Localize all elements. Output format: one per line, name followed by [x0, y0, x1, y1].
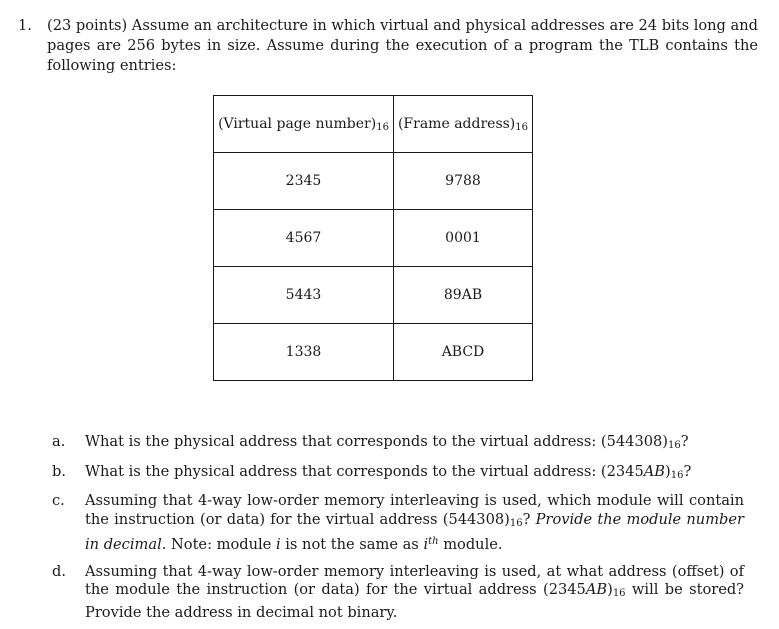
- problem-number: 1.: [18, 17, 32, 34]
- header-frame-address: (Frame $address)_{16}$: [394, 96, 533, 153]
- question-b: b. What is the physical address that corresponds to the virtual address: $(2345AB)_{16}$?: [52, 462, 692, 481]
- question-letter: b.: [52, 462, 66, 480]
- table-cell: 1338: [214, 324, 394, 381]
- question-c: c. Assuming that 4-way low-order memory interleaving is used, which module will contain the instruction (or data) for the virtual address $(544308)_{16}$? Provide the module number in decimal. Note: module i is not the same as $i^{th}$ module.: [52, 492, 744, 553]
- question-d: d. Assuming that 4-way low-order memory interleaving is used, at what address (offset) of the module the instruction (or data) for the virtual address $(2345AB)_{16}$ will be stored? Provide the address in decimal not binary.: [52, 562, 745, 621]
- problem-text: (23 points) Assume an architecture in which virtual and physical addresses are 24 bits long and pages are 256 bytes in size. Assume during the execution of a program the TLB contains the following entries:: [47, 17, 758, 74]
- table-cell: 4567: [214, 210, 394, 267]
- question-letter: a.: [52, 433, 66, 450]
- table-cell: 5443: [214, 267, 394, 324]
- table-row: [214, 210, 533, 267]
- table-cell: ABCD: [394, 324, 533, 381]
- header-virtual-page-number: (Virtual page $number)_{16}$: [214, 96, 394, 153]
- problem-statement: [18, 16, 758, 76]
- question-a: a. What is the physical address that corresponds to the virtual address: $(544308)_{16}$?: [52, 433, 689, 451]
- table-cell: 0001: [394, 210, 533, 267]
- question-letter: d.: [52, 562, 66, 580]
- question-list: [52, 433, 744, 629]
- table-row: [214, 324, 533, 381]
- tlb-table: [213, 95, 533, 381]
- table-row: [214, 153, 533, 210]
- table-row: [214, 267, 533, 324]
- table-cell: 2345: [214, 153, 394, 210]
- table-cell: 9788: [394, 153, 533, 210]
- table-cell: 89AB: [394, 267, 533, 324]
- tlb-header-row: [214, 96, 533, 153]
- question-letter: c.: [52, 492, 65, 509]
